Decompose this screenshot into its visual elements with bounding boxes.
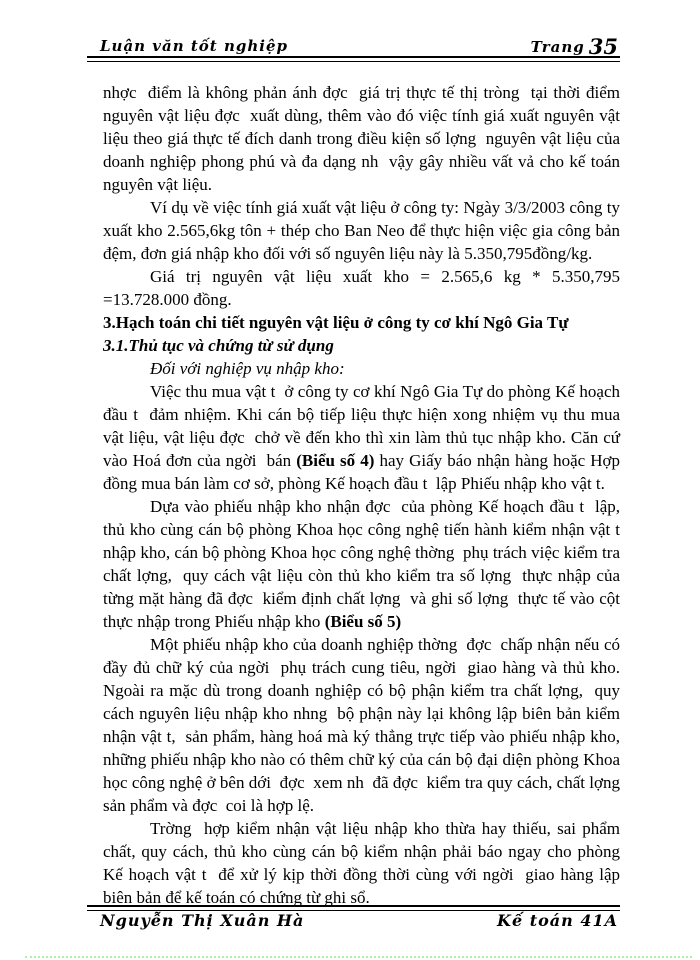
- paragraph: [103, 357, 620, 380]
- text-segment: Đối với nghiệp vụ nhập kho:: [150, 359, 345, 378]
- paragraph: [103, 633, 629, 817]
- text-segment: Một phiếu nhập kho của doanh nghiệp thờng đợc chấp nhận nếu có đầy đủ chữ ký của ngời phụ trách cung tiêu, ngời giao hàng và thủ kho. Ngoài ra mặc dù trong doanh nghiệp có bộ phận kiểm tra chất lợng, quy cách nguyên liệu nhập kho nhng bộ phận này lại không lập biên bản kiểm nhận vật t, sản phẩm, hàng hoá mà ký thẳng trực tiếp vào phiếu nhập kho, những phiếu nhập kho nào có thêm chữ ký của cán bộ đại diện phòng Khoa học công nghệ ở bên dới đợc xem nh đã đợc kiểm tra quy cách, chất lợng sản phẩm và đợc coi là hợp lệ.: [103, 635, 629, 815]
- bottom-dotted-separator: [25, 956, 692, 958]
- text-segment: (Biểu số 5): [324, 612, 402, 631]
- text-segment: Việc thu mua vật t ở công ty cơ khí Ngô Gia Tự do phòng Kế hoạch đầu t đảm nhiệm. Khi cán bộ tiếp liệu thực hiện xong nhiệm vụ thu mua vật liệu, vật liệu đợc chở về đến kho thì xin làm thủ tục nhập kho. Căn cứ vào Hoá đơn của ngời bán: [103, 382, 625, 470]
- page-footer: [100, 911, 618, 930]
- text-segment: Dựa vào phiếu nhập kho nhận đợc của phòng Kế hoạch đầu t lập, thủ kho cùng cán bộ phòng Khoa học công nghệ tiến hành kiểm nhận vật t nhập kho, cán bộ phòng Khoa học công nghệ thờng phụ trách việc kiểm tra chất lợng, quy cách vật liệu còn thủ kho kiểm tra số lợng thực nhập của từng mặt hàng đã đợc kiểm định chất lợng và ghi số lợng thực tế vào cột thực nhập trong Phiếu nhập kho: [103, 497, 629, 631]
- paragraph: [103, 265, 625, 311]
- paragraph: [103, 495, 629, 633]
- footer-author: Nguyễn Thị Xuân Hà: [100, 911, 305, 930]
- text-segment: Ví dụ về việc tính giá xuất vật liệu ở công ty: Ngày 3/3/2003 công ty xuất kho 2.565,6kg tôn + thép cho Ban Neo để thực hiện việc gia công bản đệm, đơn giá nhập kho đối với số nguyên liệu này là 5.350,795đồng/kg.: [103, 198, 625, 263]
- paragraph: [103, 817, 625, 909]
- section-heading: [103, 334, 620, 357]
- paragraph: [103, 380, 625, 495]
- text-segment: nhợc điểm là không phản ánh đợc giá trị thực tế thị tròng tại thời điểm nguyên vật liệu đợc xuất dùng, thêm vào đó việc tính giá xuất nguyên vật liệu theo giá thực tế đích danh trong điều kiện số lợng nguyên vật liệu của doanh nghiệp phong phú và đa dạng nh vậy gây nhiều vất vả cho kế toán nguyên vật liệu.: [103, 83, 625, 194]
- page-header: [100, 31, 618, 59]
- text-segment: (Biểu số 4): [296, 451, 375, 470]
- header-page-indicator: [530, 31, 618, 59]
- text-segment: hay Giấy báo nhận hàng hoặc Hợp đồng mua bán làm cơ sở, phòng Kế hoạch đầu t lập Phiếu nhập kho vật t.: [103, 451, 625, 493]
- header-title: Luận văn tốt nghiệp: [100, 37, 288, 55]
- paragraph: [103, 196, 625, 265]
- text-segment: 3.Hạch toán chi tiết nguyên vật liệu ở công ty cơ khí Ngô Gia Tự: [103, 313, 569, 332]
- header-rule: [87, 56, 620, 62]
- section-heading: [103, 311, 620, 334]
- text-segment: 3.1.Thủ tục và chứng từ sử dụng: [103, 336, 334, 355]
- footer-class: Kế toán 41A: [497, 911, 618, 930]
- header-page-label: Trang: [530, 38, 585, 56]
- text-segment: Giá trị nguyên vật liệu xuất kho = 2.565,6 kg * 5.350,795 =13.728.000 đồng.: [103, 267, 625, 309]
- document-body: [103, 81, 629, 909]
- paragraph: [103, 81, 625, 196]
- page-number: 35: [588, 34, 618, 59]
- text-segment: Trờng hợp kiểm nhận vật liệu nhập kho thừa hay thiếu, sai phẩm chất, quy cách, thủ kho cùng cán bộ kiểm nhận phải báo ngay cho phòng Kế hoạch vật t để xử lý kịp thời đồng thời cùng với ngời giao hàng lập biên bản để kế toán có chứng từ ghi sổ.: [103, 819, 625, 907]
